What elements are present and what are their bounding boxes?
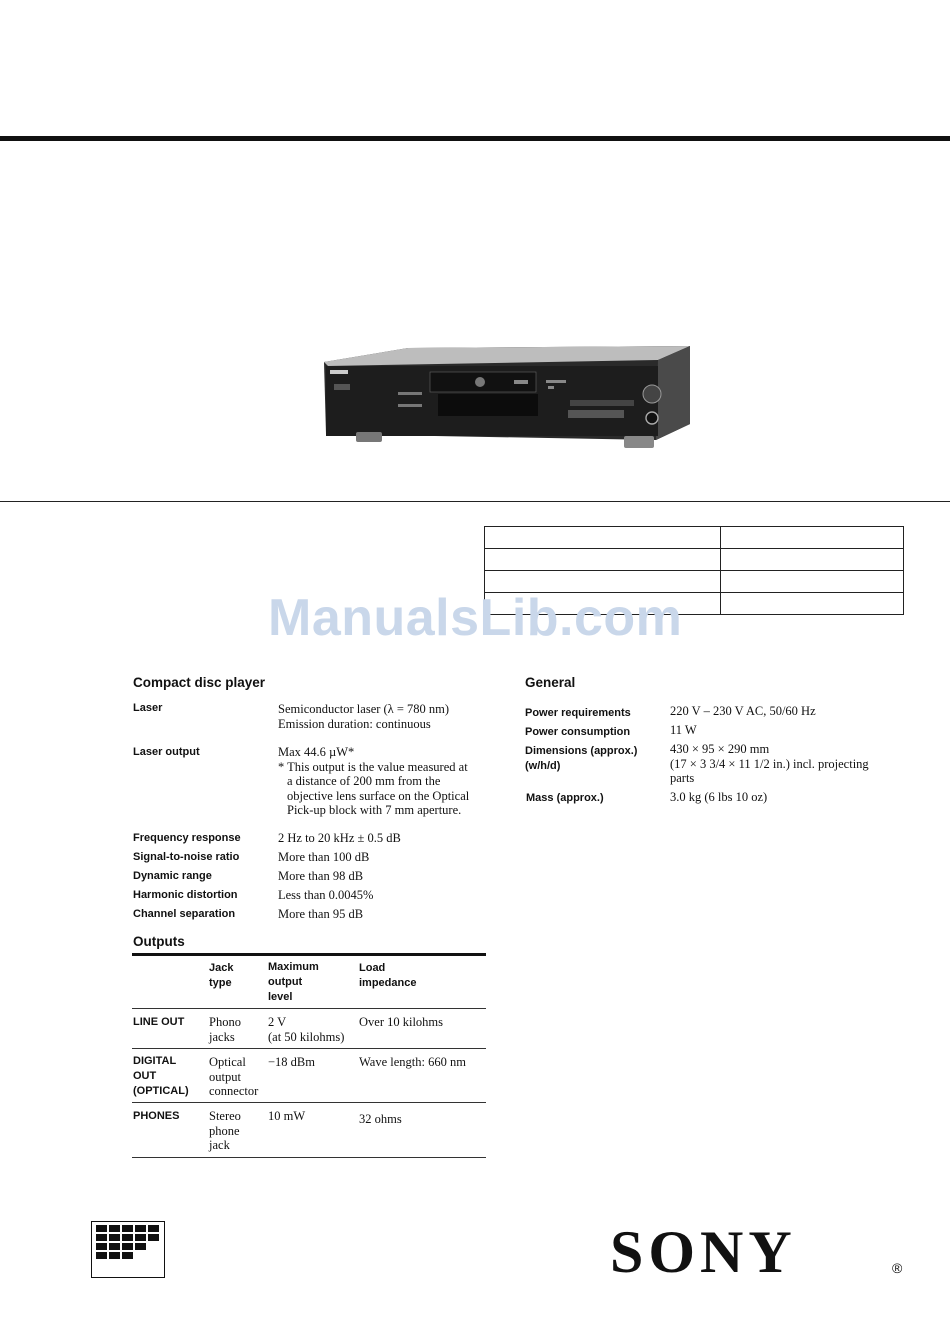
output-name-line-out: LINE OUT: [133, 1016, 185, 1028]
spec-value-frequency: 2 Hz to 20 kHz ± 0.5 dB: [278, 831, 401, 845]
power-consumption-label: Power consumption: [525, 726, 631, 738]
power-consumption-value: 11 W: [670, 723, 697, 737]
spec-label-dynamic-range: Dynamic range: [133, 870, 212, 882]
output-load-digital-out: Wave length: 660 nm: [359, 1055, 466, 1069]
output-jack-line-out: Phono jacks: [209, 1015, 241, 1044]
mass-value: 3.0 kg (6 lbs 10 oz): [670, 790, 768, 804]
compact-disc-heading: Compact disc player: [133, 675, 266, 690]
general-heading: General: [525, 675, 576, 690]
output-load-phones: 32 ohms: [359, 1112, 402, 1126]
outputs-top-rule: [132, 953, 486, 956]
middle-rule: [0, 501, 950, 502]
spec-value-channel: More than 95 dB: [278, 907, 364, 921]
header-jack-type: Jack type: [209, 962, 234, 989]
output-jack-digital-out: Optical output connector: [209, 1055, 259, 1098]
grid-logo-icon: [92, 1222, 164, 1277]
power-requirements-label: Power requirements: [525, 707, 631, 719]
dimensions-value: 430 × 95 × 290 mm (17 × 3 3/4 × 11 1/2 in.) incl. projecting parts: [670, 742, 869, 785]
outputs-row-rule: [132, 1102, 486, 1103]
model-logo-box: [91, 1221, 165, 1278]
top-rule: [0, 136, 950, 141]
output-load-line-out: Over 10 kilohms: [359, 1015, 444, 1029]
outputs-row-rule: [132, 1048, 486, 1049]
outputs-bottom-rule: [132, 1157, 486, 1158]
output-jack-phones: Stereo phone jack: [209, 1109, 241, 1152]
spec-value-snr: More than 100 dB: [278, 850, 370, 864]
spec-label-harmonic: Harmonic distortion: [133, 889, 238, 901]
registered-mark: ®: [892, 1260, 903, 1276]
power-requirements-value: 220 V – 230 V AC, 50/60 Hz: [670, 704, 816, 718]
output-level-phones: 10 mW: [268, 1109, 306, 1123]
outputs-header-rule: [132, 1008, 486, 1009]
mass-label: Mass (approx.): [526, 792, 604, 804]
laser-value: Semiconductor laser (λ = 780 nm) Emission duration: continuous: [278, 702, 450, 731]
laser-label: Laser: [133, 702, 163, 714]
output-name-digital-out: DIGITAL OUT (OPTICAL): [133, 1055, 189, 1097]
laser-output-value: Max 44.6 µW* * This output is the value measured at a distance of 200 mm from the objective lens surface on the Optical Pick-up block with 7 mm aperture.: [278, 745, 470, 817]
header-max-output: Maximum output level: [268, 961, 319, 1003]
spec-label-snr: Signal-to-noise ratio: [133, 851, 240, 863]
output-level-digital-out: −18 dBm: [268, 1055, 315, 1069]
cd-player-photo: [318, 344, 698, 456]
dimensions-label: Dimensions (approx.) (w/h/d): [525, 745, 638, 772]
spec-value-dynamic-range: More than 98 dB: [278, 869, 364, 883]
watermark: ManualsLib.com: [268, 589, 683, 647]
spec-label-frequency: Frequency response: [133, 832, 241, 844]
header-load-impedance: Load impedance: [359, 962, 417, 989]
spec-value-harmonic: Less than 0.0045%: [278, 888, 374, 902]
laser-output-label: Laser output: [133, 746, 200, 758]
outputs-heading: Outputs: [133, 934, 185, 949]
sony-logo: SONY: [610, 1219, 797, 1285]
spec-label-channel: Channel separation: [133, 908, 236, 920]
output-level-line-out: 2 V (at 50 kilohms): [268, 1015, 345, 1044]
output-name-phones: PHONES: [133, 1110, 180, 1122]
